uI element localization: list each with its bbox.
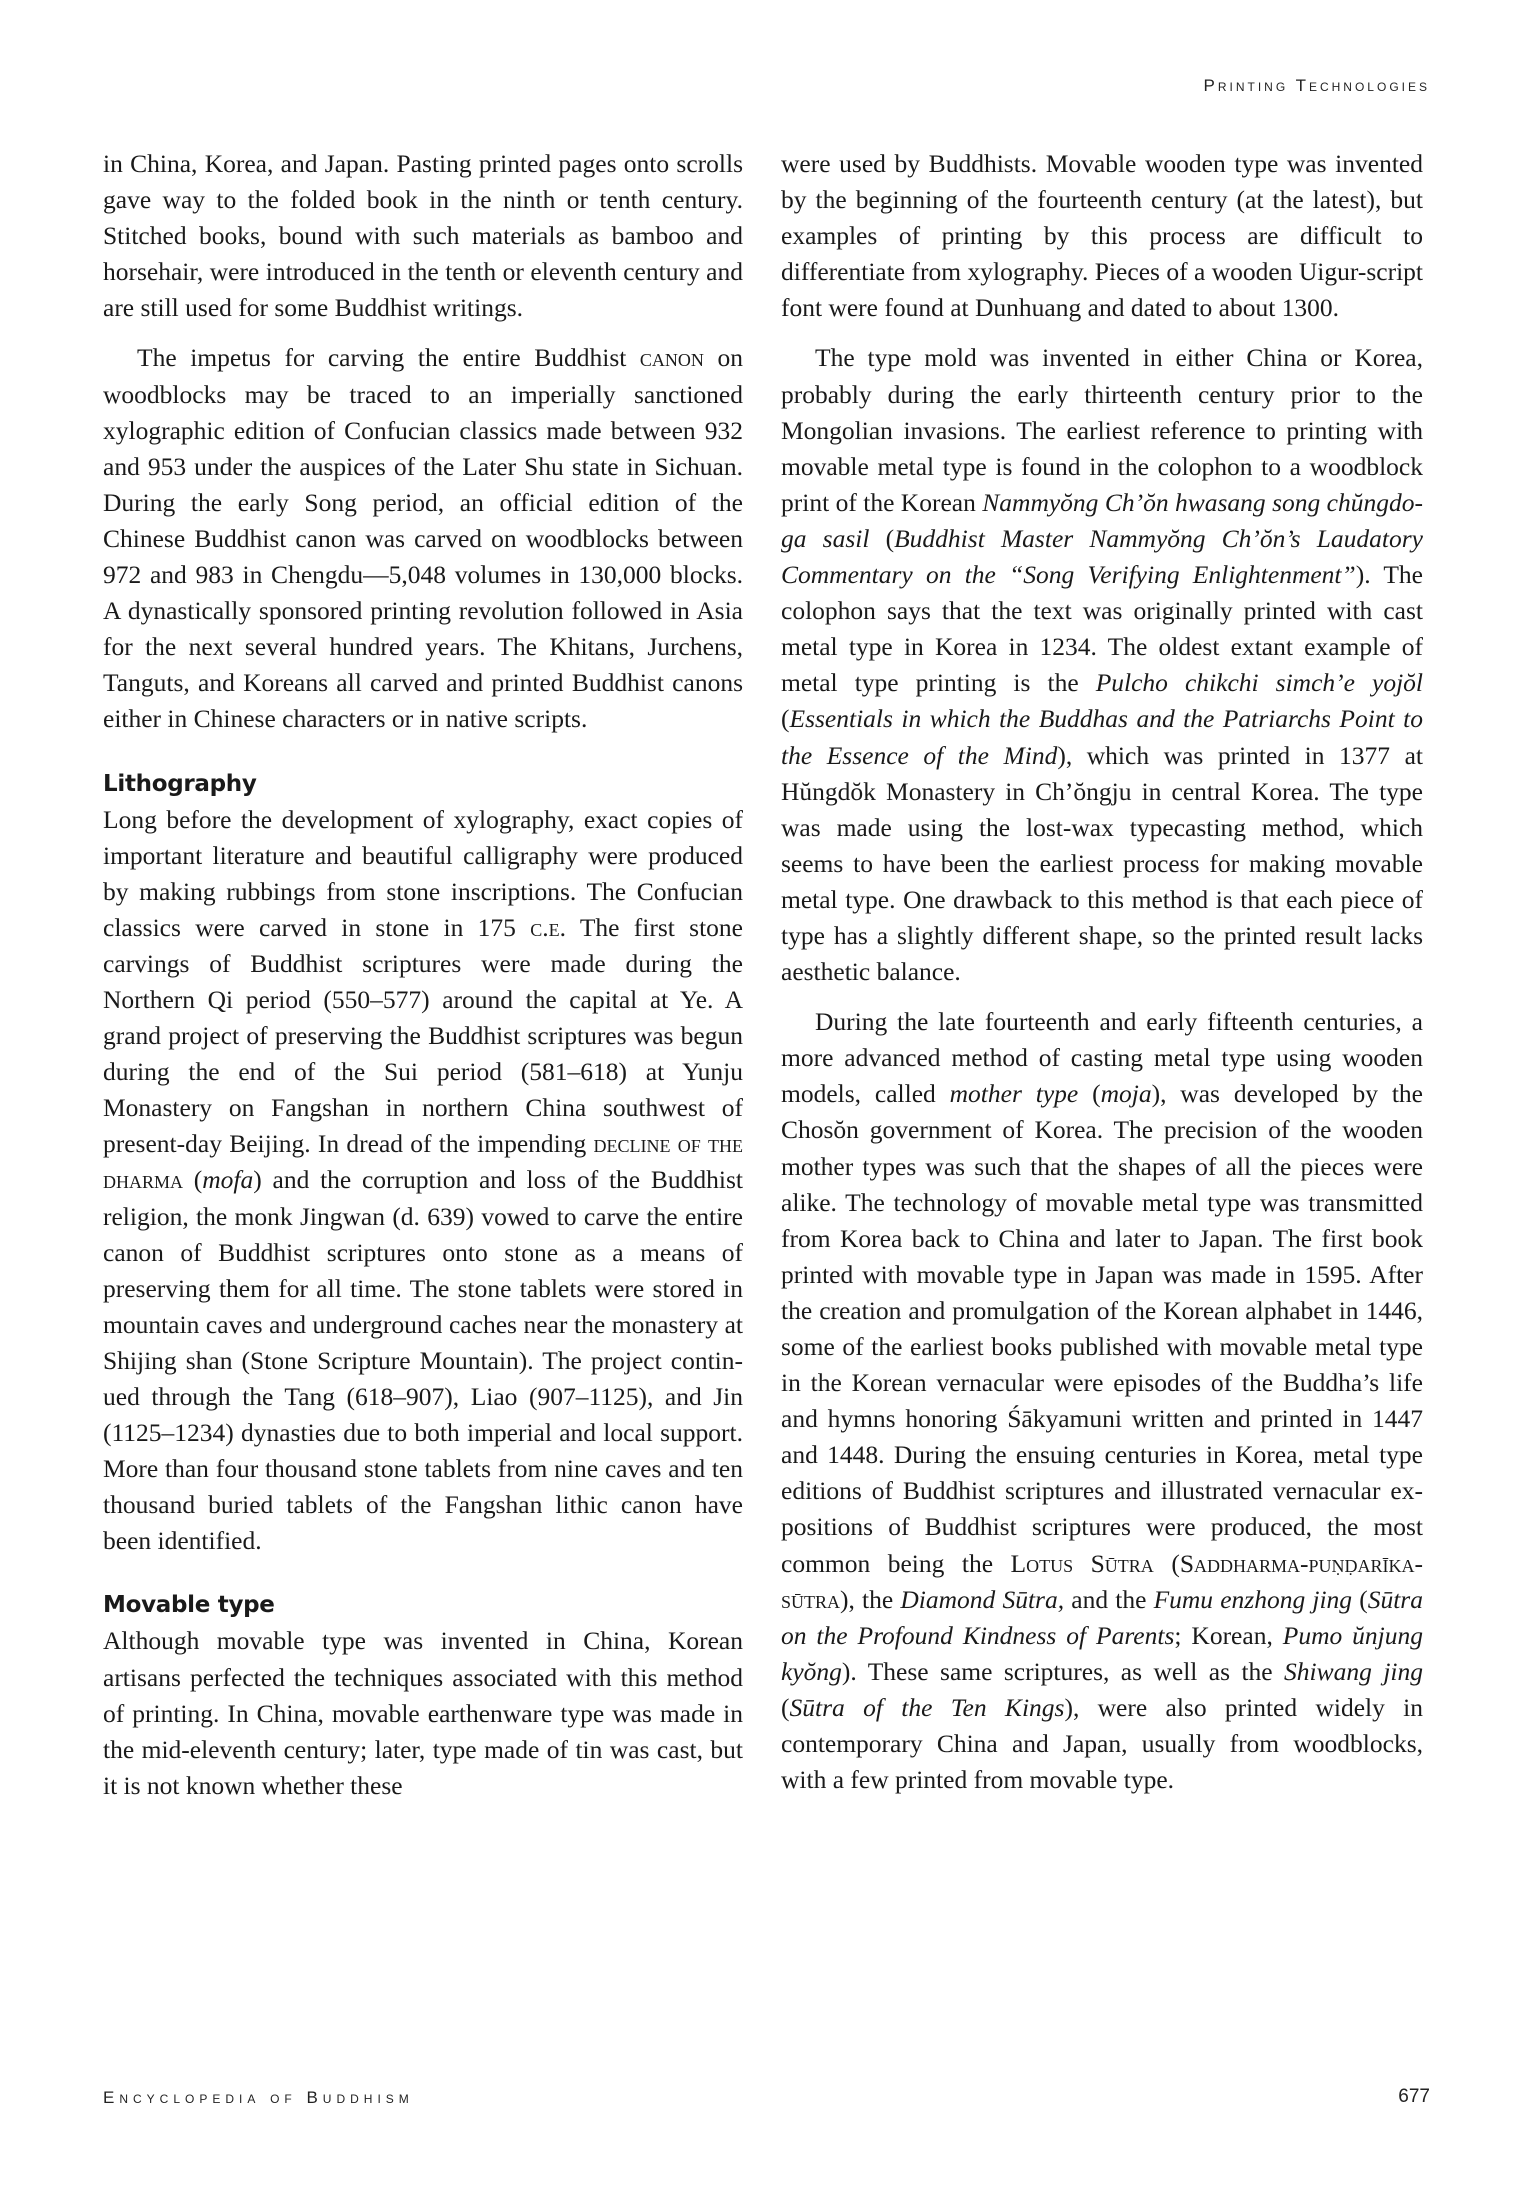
- cross-reference: decline of the dharma: [103, 1129, 744, 1195]
- text-run: ), were also printed widely in contemporary China and Japan, usually from woodblocks, with a few printed from movable type.: [781, 1692, 1424, 1795]
- running-head: Printing Technologies: [1203, 76, 1430, 95]
- work-title-translation: Buddhist Master Nammyŏng Ch’ŏn’s Laudatory Commentary on the “Song Verifying Enlightenment”: [781, 523, 1423, 590]
- section-heading-movable-type: Movable type: [103, 1592, 275, 1619]
- text-run: (: [183, 1165, 203, 1195]
- right-column: [781, 146, 1423, 1798]
- foreign-term: mofa: [202, 1165, 254, 1195]
- text-run: ). These same scriptures, as well as the: [841, 1656, 1285, 1686]
- cross-reference: canon: [639, 343, 704, 373]
- text-run: (: [869, 523, 895, 553]
- work-title: Shiwang jing: [1284, 1656, 1423, 1686]
- text-run: The impetus for carving the entire Buddhist: [137, 343, 640, 373]
- text-run: The first stone carvings of Buddhist scriptures were made during the Northern Qi period (550–577) around the capital at Ye. A grand project of preserving the Buddhist scriptures was begun during the end of the Sui period (581–618) at Yunju Monastery on Fangshan in northern China southwest of present-day Beijing. In dread of the impending: [103, 912, 743, 1159]
- text-run: ), the: [840, 1584, 901, 1614]
- work-title: Nammyŏng Ch’ŏn hwasang song chŭngdo-ga sasil: [781, 487, 1423, 553]
- text-run: During the late fourteenth and early fifteenth centuries, a more advanced method of casting metal type using wooden models, called: [781, 1007, 1423, 1109]
- era-abbreviation: c.e.: [530, 912, 566, 942]
- text-run: (: [781, 704, 790, 734]
- text-run: ; Korean,: [1174, 1620, 1283, 1650]
- page-number: 677: [1398, 2086, 1430, 2107]
- text-run: and the: [1064, 1584, 1154, 1614]
- foreign-term: moja: [1100, 1079, 1152, 1109]
- text-run: ), was developed by the Chosŏn government of Korea. The precision of the wooden mother types was such that the shapes of all the pieces were alike. The technology of movable metal type was transmitted from Korea back to China and later to Japan. The first book printed with movable type in Japan was made in 1595. After the creation and promulgation of the Korean alphabet in 1446, some of the earliest books published with movable metal type in the Korean vernacular were episodes of the Buddha’s life and hymns honoring Śākyamuni written and printed in 1447 and 1448. During the ensuing centuries in Korea, metal type editions of Buddhist scriptures and illustrated vernacular expositions of Buddhist scriptures were produced, the most common being the: [781, 1079, 1423, 1578]
- text-run: on woodblocks may be traced to an imperially sanctioned xylographic edition of Confucian classics made between 932 and 953 under the auspices of the Later Shu state in Sichuan. During the early Song period, an official edition of the Chinese Buddhist canon was carved on woodblocks between 972 and 983 in Chengdu—5,048 volumes in 130,000 blocks. A dynastically sponsored printing revolution followed in Asia for the next several hundred years. The Khitans, Jurchens, Tanguts, and Koreans all carved and printed Buddhist canons either in Chinese characters or in native scripts.: [103, 343, 744, 734]
- text-run: (: [1153, 1548, 1180, 1578]
- text-run: ) and the corruption and loss of the Buddhist religion, the monk Jingwan (d. 639) vowed to carve the entire canon of Buddhist scriptures onto stone as a means of preserving them for all time. The stone tablets were stored in mountain caves and underground caches near the monastery at Shijing shan (Stone Scripture Mountain). The project continued through the Tang (618–907), Liao (907–1125), and Jin (1125–1234) dynasties due to both imperial and local support. More than four thousand stone tablets from nine caves and ten thousand buried tablets of the Fangshan lithic canon have been identified.: [103, 1165, 743, 1556]
- text-run: (: [781, 1692, 790, 1722]
- text-run: ). The colophon says that the text was originally printed with cast metal type in Korea in 1234. The oldest extant example of metal type printing is the: [781, 560, 1423, 698]
- text-run: ), which was printed in 1377 at Hŭngdŏk Monastery in Ch’ŏngju in central Korea. The type was made using the lost-wax typecasting method, which seems to have been the earliest process for making movable metal type. One drawback to this method is that each piece of type has a slightly different shape, so the printed result lacks aesthetic balance.: [781, 740, 1423, 987]
- paragraph: in China, Korea, and Japan. Pasting printed pages onto scrolls gave way to the folded book in the ninth or tenth century. Stitched books, bound with such materials as bamboo and horsehair, were introduced in the tenth or eleventh century and are still used for some Buddhist writings.: [103, 149, 743, 323]
- paragraph: [781, 1004, 1423, 1798]
- text-run: The type mold was invented in either China or Korea, probably during the early thirteenth century prior to the Mongolian invasions. The earliest reference to printing with movable metal type is found in the colophon to a woodblock print of the Korean: [781, 343, 1423, 517]
- paragraph: [103, 340, 743, 737]
- paragraph: were used by Buddhists. Movable wooden type was invented by the beginning of the fourteenth century (at the latest), but examples of printing by this process are difficult to differentiate from xylography. Pieces of a wooden Uigur-script font were found at Dunhuang and dated to about 1300.: [781, 149, 1423, 323]
- cross-reference: Saddharma-puṇḍarīka-sūtra: [781, 1548, 1423, 1614]
- work-title-translation: Sūtra on the Profound Kindness of Parents: [781, 1584, 1423, 1650]
- paragraph: [781, 340, 1423, 990]
- work-title-translation: Essentials in which the Buddhas and the Patriarchs Point to the Essence of the Mind: [781, 704, 1423, 770]
- term: mother type: [949, 1079, 1079, 1109]
- work-title: Diamond Sūtra,: [900, 1584, 1065, 1614]
- text-run: Long before the development of xylography, exact copies of important literature and beautiful calligraphy were produced by making rubbings from stone inscriptions. The Confucian classics were carved in stone in 175: [103, 804, 743, 942]
- work-title-translation: Sūtra of the Ten Kings: [789, 1692, 1065, 1722]
- section-heading-lithography: Lithography: [103, 770, 257, 797]
- work-title: Pumo ŭnjung kyŏng: [781, 1620, 1424, 1686]
- text-run: (: [1078, 1079, 1101, 1109]
- left-column: [103, 146, 743, 1804]
- cross-reference: Lotus Sūtra: [1010, 1548, 1154, 1578]
- work-title: Fumu enzhong jing: [1153, 1584, 1353, 1614]
- work-title: Pulcho chikchi simch’e yojŏl: [1095, 668, 1423, 698]
- footer-book-title: Encyclopedia of Buddhism: [103, 2088, 414, 2107]
- paragraph: Although movable type was invented in China, Korean artisans perfected the techniques associated with this method of printing. In China, movable earthenware type was made in the mid-eleventh century; later, type made of tin was cast, but it is not known whether these: [103, 1626, 743, 1800]
- text-run: (: [1352, 1584, 1368, 1614]
- paragraph: [103, 802, 743, 1560]
